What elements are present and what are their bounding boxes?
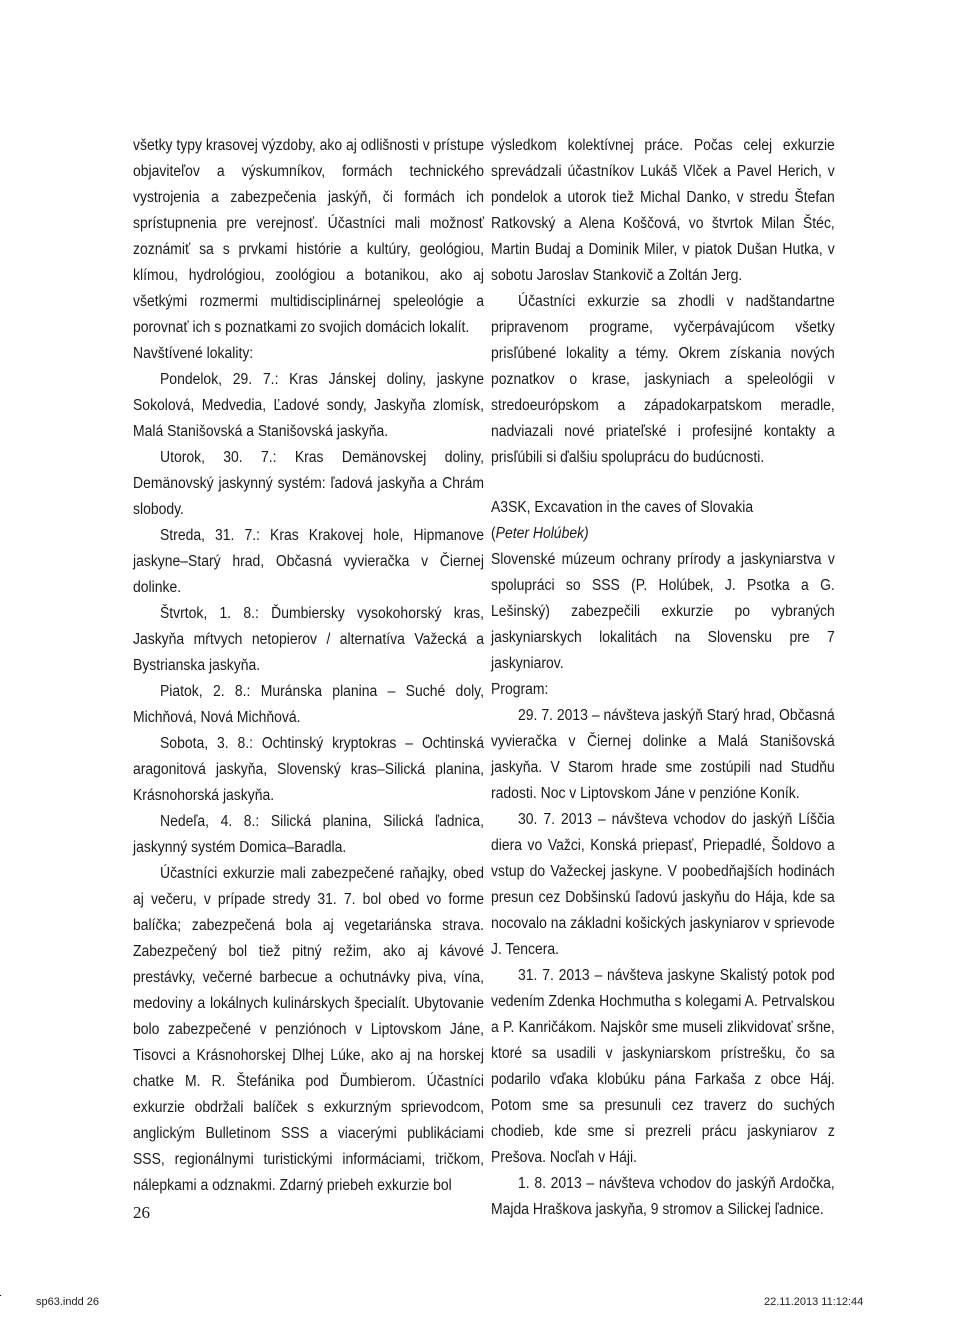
- day-entry-monday: Pondelok, 29. 7.: Kras Jánskej doliny, jaskyne Sokolová, Medvedia, Ľadové sondy, Jaskyňa zlomísk, Malá Stanišovská a Stanišovská jaskyňa.: [133, 371, 484, 440]
- intro-paragraph: všetky typy krasovej výzdoby, ako aj odlišnosti v prístupe objaviteľov a výskumníkov, formách technického vystrojenia a zabezpečenia jaskýň, či formách ich sprístupnenia pre verejnosť. Účastníci mali možnosť zoznámiť sa s prvkami histórie a kultúry, geológiou, klímou, hydrológiou, zoológiou a botanikou, ako aj všetkými rozmermi multidisciplinárnej speleológie a porovnať ich s poznatkami zo svojich domácich lokalít.: [133, 137, 484, 336]
- program-entry: 30. 7. 2013 – návšteva vchodov do jaskýň Líščia diera vo Važci, Konská priepasť, Priepadlé, Šoldovo a vstup do Važeckej jaskyne. V poobedňajších hodinách presun cez Dobšinskú ľadovú jaskyňu do Hája, kde sa nocovalo na základni košických jaskyniarov v sprievode J. Tencera.: [491, 811, 835, 958]
- day-entry-saturday: Sobota, 3. 8.: Ochtinský kryptokras – Ochtinská aragonitová jaskyňa, Slovenský kras–Silická planina, Krásnohorská jaskyňa.: [133, 735, 484, 804]
- print-slug-date: 22.11.2013 11:12:44: [764, 1296, 864, 1308]
- left-column: [133, 133, 484, 1199]
- article-intro-paragraph: Slovenské múzeum ochrany prírody a jaskyniarstva v spolupráci so SSS (P. Holúbek, J. Psotka a G. Lešinský) zabezpečili exkurzie po vybraných jaskyniarskych lokalitách na Slovensku pre 7 jaskyniarov.: [491, 551, 835, 672]
- conclusion-paragraph: Účastníci exkurzie sa zhodli v nadštandartne pripravenom programe, vyčerpávajúcom všetky prisľúbené lokality a témy. Okrem získania nových poznatkov o krase, jaskyniach a speleológii v stredoeurópskom a západokarpatskom meradle, nadviazali nové priateľské i profesijné kontakty a prisľúbili si ďalšiu spoluprácu do budúcnosti.: [491, 293, 835, 466]
- page-number: 26: [133, 1203, 150, 1222]
- day-entry-tuesday: Utorok, 30. 7.: Kras Demänovskej doliny, Demänovský jaskynný systém: ľadová jaskyňa a Chrám slobody.: [133, 449, 484, 518]
- logistics-paragraph: Účastníci exkurzie mali zabezpečené raňajky, obed aj večeru, v prípade stredy 31. 7. bol obed vo forme balíčka; zabezpečená bola aj vegetariánska strava. Zabezpečený bol tiež pitný režim, ako aj kávové prestávky, večerné barbecue a ochutnávky piva, vína, medoviny a lokálnych kulinárskych špecialít. Ubytovanie bolo zabezpečené v penziónoch v Liptovskom Jáne, Tisovci a Krásnohorskej Dlhej Lúke, ako aj na horskej chatke M. R. Štefánika pod Ďumbierom. Účastníci exkurzie obdržali balíček s exkurzným sprievodcom, anglickým Bulletinom SSS a viacerými publikáciami SSS, regionálnymi turistickými informáciami, tričkom, nálepkami a odznakmi. Zdarný priebeh exkurzie bol: [133, 865, 484, 1194]
- program-heading: Program:: [491, 681, 549, 698]
- program-entry: 1. 8. 2013 – návšteva vchodov do jaskýň Ardočka, Majda Hraškova jaskyňa, 9 stromov a Silickej ľadnice.: [491, 1175, 835, 1218]
- visited-heading: Navštívené lokality:: [133, 345, 254, 362]
- program-entry: 31. 7. 2013 – návšteva jaskyne Skalistý potok pod vedením Zdenka Hochmutha s kolegami A. Petrvalskou a P. Kanričákom. Najskôr sme museli zlikvidovať sršne, ktoré sa usadili v jaskyniarskom prístrešku, čo sa podarilo vďaka klobúku pána Farkaša z obce Háj. Potom sme sa presunuli cez traverz do suchých chodieb, kde sme si prezreli prácu jaskyniarov z Prešova. Nocľah v Háji.: [491, 967, 835, 1166]
- print-slug-file: sp63.indd 26: [36, 1296, 99, 1308]
- day-entry-sunday: Nedeľa, 4. 8.: Silická planina, Silická ľadnica, jaskynný systém Domica–Baradla.: [133, 813, 484, 856]
- day-entry-wednesday: Streda, 31. 7.: Kras Krakovej hole, Hipmanove jaskyne–Starý hrad, Občasná vyvieračka v Čiernej dolinke.: [133, 527, 484, 596]
- day-entry-thursday: Štvrtok, 1. 8.: Ďumbiersky vysokohorský kras, Jaskyňa mŕtvych netopierov / alternatíva Važecká a Bystrianska jaskyňa.: [133, 605, 484, 674]
- crop-mark: [0, 1295, 1, 1296]
- day-entry-friday: Piatok, 2. 8.: Muránska planina – Suché doly, Michňová, Nová Michňová.: [133, 683, 484, 726]
- program-entry: 29. 7. 2013 – návšteva jaskýň Starý hrad, Občasná vyvieračka v Čiernej dolinke a Malá Stanišovská jaskyňa. V Starom hrade sme zostúpili nad Studňu radosti. Noc v Liptovskom Jáne v penzióne Koník.: [491, 707, 835, 802]
- right-column: [491, 133, 835, 1223]
- article-title: A3SK, Excavation in the caves of Slovakia: [491, 499, 754, 516]
- continuation-paragraph: výsledkom kolektívnej práce. Počas celej exkurzie sprevádzali účastníkov Lukáš Vlček a Pavel Herich, v pondelok a utorok tiež Michal Danko, v stredu Štefan Ratkovský a Alena Koščová, vo štvrtok Milan Štéc, Martin Budaj a Dominik Miler, v piatok Dušan Hutka, v sobotu Jaroslav Stankovič a Zoltán Jerg.: [491, 137, 835, 284]
- article-author: (Peter Holúbek): [491, 525, 589, 542]
